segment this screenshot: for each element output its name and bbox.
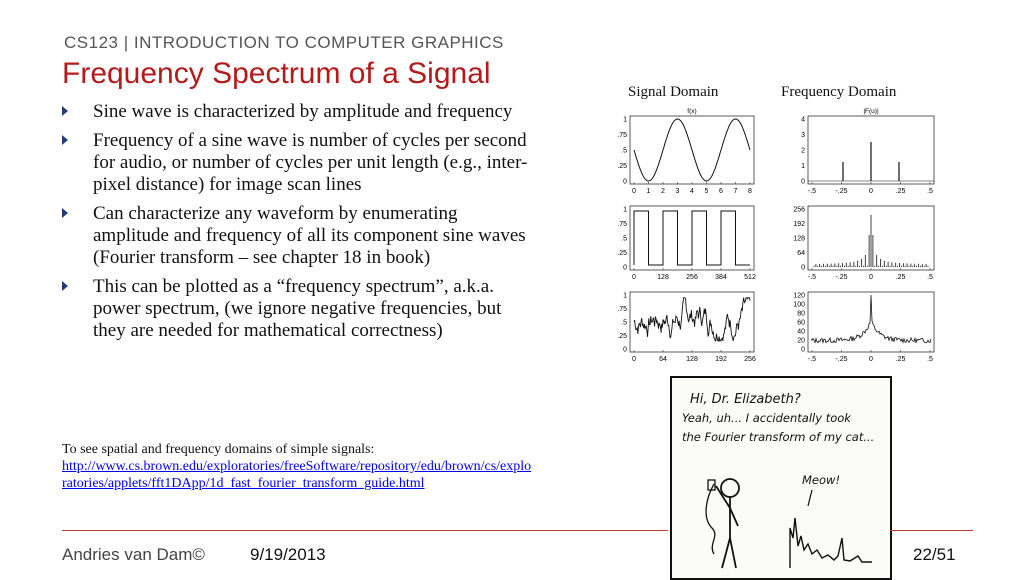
y-tick-label: 1 <box>623 292 627 300</box>
bullet-item <box>62 203 532 269</box>
y-tick-label: .25 <box>617 333 627 340</box>
x-tick-label: .25 <box>895 356 906 363</box>
reference-note <box>62 441 532 492</box>
y-tick-label: .5 <box>621 235 627 243</box>
y-tick-label: 20 <box>797 337 805 345</box>
x-tick-label: 0 <box>632 188 636 195</box>
noise-spectrum-plot <box>778 286 940 366</box>
signal-domain-label: Signal Domain <box>628 84 719 100</box>
x-tick-label: 0 <box>869 356 873 363</box>
noise-spectrum-svg <box>778 286 940 366</box>
course-header: CS123 | INTRODUCTION TO COMPUTER GRAPHICS <box>64 33 504 52</box>
x-tick-label: 8 <box>748 188 752 195</box>
y-tick-label: 100 <box>793 301 805 309</box>
x-tick-label: 6 <box>719 188 723 195</box>
sine-spectrum-plot <box>778 104 940 196</box>
bullet-arrow-icon <box>62 135 68 145</box>
reference-link[interactable]: http://www.cs.brown.edu/exploratories/freeSoftware/repository/edu/brown/cs/exploratories/applets/fft1DApp/1d_fast_fourier_transform_guide.html <box>62 459 532 491</box>
sine-plot-svg <box>598 104 760 196</box>
x-tick-label: 4 <box>690 188 694 195</box>
y-tick-label: 4 <box>801 116 805 124</box>
bullet-text: Sine wave is characterized by amplitude and frequency <box>93 101 513 122</box>
y-tick-label: 0 <box>623 178 627 186</box>
x-tick-label: 0 <box>632 356 636 363</box>
frequency-domain-label: Frequency Domain <box>781 84 897 100</box>
comic-line-2: Yeah, uh... I accidentally took <box>682 411 851 425</box>
x-tick-label: 0 <box>632 274 636 281</box>
bullet-arrow-icon <box>62 208 68 218</box>
footer-date: 9/19/2013 <box>250 545 326 564</box>
y-tick-label: 2 <box>801 147 805 155</box>
footer-rule-right <box>890 530 973 531</box>
reference-text: To see spatial and frequency domains of simple signals: <box>62 442 375 457</box>
y-tick-label: 0 <box>801 346 805 354</box>
x-tick-label: 0 <box>869 188 873 195</box>
bullet-item <box>62 276 532 342</box>
comic-line-1: Hi, Dr. Elizabeth? <box>690 392 801 407</box>
slide-title: Frequency Spectrum of a Signal <box>62 57 491 90</box>
comic-meow: Meow! <box>802 473 841 487</box>
square-plot-svg <box>598 198 760 284</box>
y-tick-label: 0 <box>801 178 805 186</box>
y-tick-label: 80 <box>797 310 805 318</box>
x-tick-label: .25 <box>895 274 906 281</box>
y-tick-label: 1 <box>623 206 627 214</box>
x-tick-label: 1 <box>646 188 651 195</box>
y-tick-label: .25 <box>617 250 627 257</box>
xkcd-comic <box>670 376 892 580</box>
x-tick-label: 192 <box>715 356 727 363</box>
bullet-text: Frequency of a sine wave is number of cycles per second for audio, or number of cycles per unit length (e.g., inter-pixel distance) for image scan lines <box>93 130 528 195</box>
x-tick-label: 128 <box>657 274 669 281</box>
y-tick-label: 64 <box>797 250 805 257</box>
x-tick-label: .25 <box>895 188 906 195</box>
x-tick-label: .5 <box>927 274 933 281</box>
y-tick-label: 256 <box>793 206 805 214</box>
y-tick-label: .75 <box>617 132 627 139</box>
footer-rule-left <box>62 530 668 531</box>
plot-title: |F(u)| <box>863 108 879 115</box>
y-tick-label: 0 <box>801 264 805 272</box>
x-tick-label: -.25 <box>835 356 848 363</box>
x-tick-label: -.5 <box>807 356 817 363</box>
x-tick-label: 256 <box>686 274 698 281</box>
comic-line-3: the Fourier transform of my cat... <box>682 430 875 444</box>
footer-author: Andries van Dam© <box>62 545 205 564</box>
bullet-arrow-icon <box>62 281 68 291</box>
noise-plot <box>598 286 760 366</box>
x-tick-label: 64 <box>659 356 667 363</box>
x-tick-label: -.5 <box>807 188 817 195</box>
y-tick-label: 0 <box>623 264 627 272</box>
y-tick-label: .5 <box>621 319 627 327</box>
x-tick-label: .5 <box>927 188 933 195</box>
x-tick-label: 512 <box>744 274 756 281</box>
y-tick-label: 0 <box>623 346 627 354</box>
bullet-text: This can be plotted as a “frequency spectrum”, a.k.a. power spectrum, (we ignore negative frequencies, but they are needed for mathematical correctness) <box>93 276 502 341</box>
bullet-text: Can characterize any waveform by enumerating amplitude and frequency of all its component sine waves (Fourier transform – see chapter 18 in book) <box>93 203 526 268</box>
noise-plot-svg <box>598 286 760 366</box>
x-tick-label: -.25 <box>835 274 848 281</box>
x-tick-label: 256 <box>744 356 756 363</box>
x-tick-label: 5 <box>704 188 709 195</box>
plot-title: f(x) <box>687 108 697 115</box>
footer-page-number: 22/51 <box>913 545 956 564</box>
y-tick-label: .75 <box>617 221 627 228</box>
x-tick-label: .5 <box>927 356 933 363</box>
bullet-item <box>62 130 532 196</box>
y-tick-label: .25 <box>617 163 627 170</box>
y-tick-label: 192 <box>793 221 805 228</box>
square-spectrum-plot <box>778 198 940 284</box>
x-tick-label: 7 <box>733 188 738 195</box>
x-tick-label: 2 <box>661 188 665 195</box>
y-tick-label: 40 <box>797 328 805 336</box>
square-wave-plot <box>598 198 760 284</box>
y-tick-label: 1 <box>623 116 627 124</box>
y-tick-label: 1 <box>801 163 805 170</box>
x-tick-label: 384 <box>715 274 727 281</box>
y-tick-label: .75 <box>617 306 627 313</box>
bullet-arrow-icon <box>62 106 68 116</box>
y-tick-label: .5 <box>621 147 627 155</box>
y-tick-label: 3 <box>801 132 805 139</box>
y-tick-label: 60 <box>797 319 805 327</box>
x-tick-label: -.5 <box>807 274 817 281</box>
x-tick-label: 128 <box>686 356 698 363</box>
bullet-item <box>62 101 532 123</box>
sine-wave-plot <box>598 104 760 196</box>
comic-drawing <box>672 378 890 578</box>
sine-spectrum-svg <box>778 104 940 196</box>
x-tick-label: 3 <box>675 188 680 195</box>
y-tick-label: 120 <box>793 292 805 300</box>
x-tick-label: 0 <box>869 274 873 281</box>
square-spectrum-svg <box>778 198 940 284</box>
x-tick-label: -.25 <box>835 188 848 195</box>
bullet-list <box>62 101 532 349</box>
y-tick-label: 128 <box>793 235 805 243</box>
